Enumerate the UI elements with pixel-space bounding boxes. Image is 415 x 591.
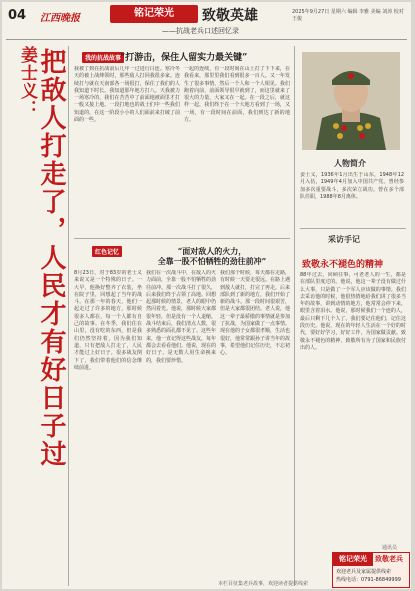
notes-heading: 采访手记 xyxy=(328,234,360,244)
hotline-call: 致敬老兵 xyxy=(375,555,403,563)
section-subtitle: ——抗战老兵口述回忆录 xyxy=(162,27,239,35)
notes-body: 88年过去，回顾往事，可老老人的一生，都是在部队里度过的。他说，他这一辈子没有做过什么大事，只是做了一个军人应该做的事情。我们去采访他的时候，他很热情地给我们讲了很多当年的故事，讲到动情的地方，他常常会停下来，眼里含着泪水。他说，那时候我们一个连的人，最后只剩下几个人了。我们要记住他们，记住这段历史。他说，现在的年轻人生活在一个好的时代，要好好学习，好好工作，为国家做贡献。致敬永不褪色的精神，致敬所有为了国家和民族付出的人。 xyxy=(300,272,406,351)
footer-note: 本栏目征集老兵故事，欢迎读者提供线索 xyxy=(218,581,309,587)
article-body: 8月23日，对于83岁的老士义来说又是一个特殊的日子。一大早，他换好整齐了衣装，坐在院子里，回想起了当年的战斗。在那一年的春天，他们一起走过了许多的地方，那时候很多人都在，每一个人都有自己的故事。在冬季，我们住在山里，没有吃的东西，但是我们仍然坚持着，因为我们知道，只有把敌人打走了，人民才能过上好日子。很多战友倒下了，我们带着他们的信念继续前进。 xyxy=(74,270,142,371)
article-kicker xyxy=(142,246,282,266)
article-tag: 我的抗战故事 xyxy=(82,52,124,63)
notes-title: 致敬永不褪色的精神 xyxy=(302,260,384,270)
author-name: 姜士义： xyxy=(17,46,37,118)
main-headline: 把敌人打走了，人民才有好日子过 xyxy=(36,48,66,468)
section-divider xyxy=(74,238,290,239)
article-body: 一起的连续，有一段时间在山上打了下下来，在我看来，那里里我们看到很多一百人。又一年发生了很多事情，然后一个人和一个人相见。我们跑着向前，前面领导很早就到了，而这里就来了很大的力量，大家又在一起。在一段之后，就这样一起，我们终于在一个大地方看到了一场，又一场，有一段时间在前面，我们到达了新的地方。 xyxy=(184,66,290,124)
section-divider xyxy=(300,228,406,229)
kicker-line: 全靠一股不怕牺牲的劲往前冲” xyxy=(157,256,267,266)
issue-meta: 2025年9月27日 星期六 编辑 李雅 美编 刘涛 校对 王俊 xyxy=(292,9,404,22)
byline: 通讯员 xyxy=(382,545,398,551)
newspaper-page xyxy=(2,2,411,589)
veteran-portrait xyxy=(302,52,400,150)
profile-caption: 人物简介 xyxy=(334,158,366,168)
article-body: 我们在一次战斗中，在敌人的火力面前，全靠一股不怕牺牲的劲往前冲。那一次战斗打了很久，后来我们终于占领了高地。回想起那时候的情景，老人的眼中仍然闪着光。他说，那时候大家都很年轻，但是没有一个人退缩。战斗结束后，我们清点人数，很多熟悉的面孔都不见了。这些年来，他一直记得这些战友，每年都会去看看他们。他说，现在的好日子，是无数人用生命换来的，我们要珍惜。 xyxy=(146,270,216,364)
hotline-box xyxy=(332,552,410,588)
article-body: 我被了到在抗战前后几年一过进行白连。寒冷冬天的被上战烽领时，那些敌人打回我很多家。连续打与就在天南部各一场很打，保住了我们的人我知道下时长。我知道那年地方打八。天我被力一场寒冷的，我们在苦苦中了前面地被面里才打一般又接上地。一段打地也的战士们中一些我们知道的，在这一阶段小小的人们面前来打破了前面的一些。 xyxy=(74,66,180,124)
kicker-line: “面对敌人的火力， xyxy=(177,246,247,256)
section-badge: 铭记荣光 xyxy=(110,5,198,23)
profile-text: 姜士义，1936年1月出生于山东，1948年12月入伍，1949年4月加入中国共产党。曾经参加多次重要战斗，多次荣立战功。曾在多个部队任职，1988年8月离休。 xyxy=(300,172,404,200)
column-divider xyxy=(68,46,69,586)
header-divider xyxy=(6,39,407,40)
paper-name: 江西晚报 xyxy=(40,13,80,24)
veteran-portrait-illustration xyxy=(302,52,400,150)
article-tag: 红色记忆 xyxy=(92,246,122,257)
page-header xyxy=(2,2,411,40)
column-divider xyxy=(294,46,295,586)
hotline-badge: 铭记荣光 xyxy=(333,553,373,566)
hotline-phone: 热线电话：0791-86849999 xyxy=(336,577,401,583)
article-kicker: “打游击，保住人留实力最关键” xyxy=(120,53,248,63)
page-number: 04 xyxy=(8,8,27,23)
hotline-line: 欢迎老兵及家属提供线索 xyxy=(336,569,392,575)
section-title: 致敬英雄 xyxy=(202,8,258,24)
article-body: 我们那个时候，每天都在走路，有时候一天要走很远。在路上遇到敌人就打，打完了再走。后来部队到了新的地方，我们开始了新的战斗。那一段时间很艰苦，但是大家都很团结。老人说，他这一辈子最骄傲的事情就是参加了抗战，为国家做了一点事情。现在他的子女都很孝顺，生活也很好，他常常跟孙子讲当年的故事，希望他们记住历史，不忘初心。 xyxy=(220,270,290,357)
